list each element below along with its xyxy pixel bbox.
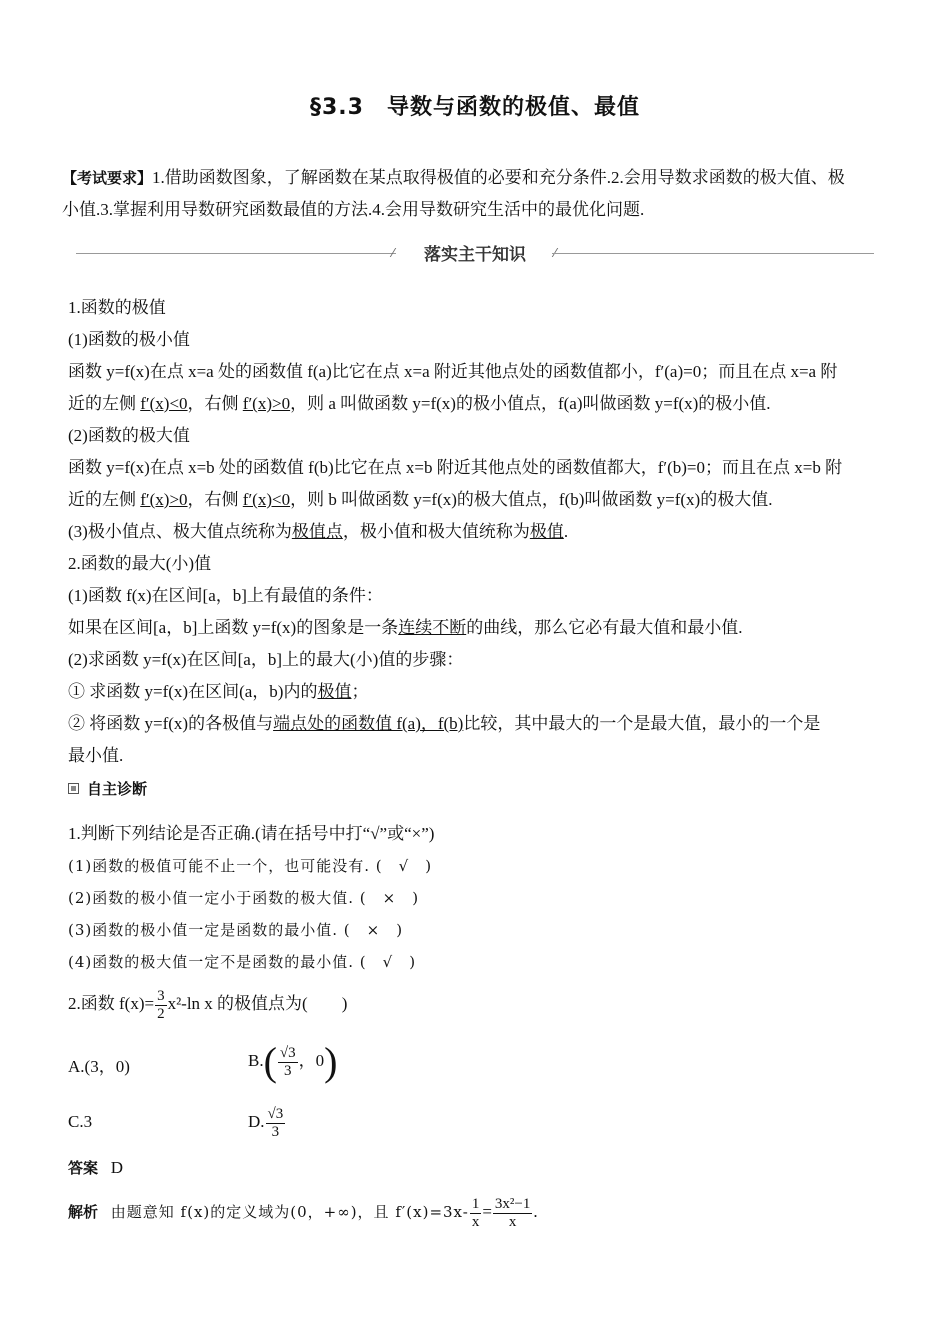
underlined-answer: f′(x)<0 xyxy=(140,394,188,413)
section-heading: 落实主干知识 xyxy=(424,245,526,265)
fraction-denominator: 2 xyxy=(157,1005,165,1022)
underlined-answer: 连续不断 xyxy=(398,618,467,637)
heading-condition: (1)函数 f(x)在区间[a，b]上有最值的条件： xyxy=(68,586,383,605)
paren-left: ( xyxy=(263,1039,277,1085)
fraction-denominator: 3 xyxy=(284,1062,292,1079)
fraction-denominator: x xyxy=(508,1213,517,1230)
underlined-answer: 极值 xyxy=(529,522,564,541)
text-span: 2.函数 f(x)= xyxy=(68,994,155,1013)
self-diagnosis-label: 自主诊断 xyxy=(87,780,148,798)
max-definition-line1: 函数 y=f(x)在点 x=b 处的函数值 f(b)比它在点 x=b 附近其他点处的函数值都大，f′(b)=0；而且在点 x=b 附 xyxy=(68,458,843,477)
text-span: = xyxy=(482,1202,492,1221)
text-span: ，则 b 叫做函数 y=f(x)的极大值点，f(b)叫做函数 y=f(x)的极大值. xyxy=(290,490,773,509)
step-2-continued: 最小值. xyxy=(68,746,124,765)
option-b xyxy=(248,1036,337,1086)
fraction xyxy=(266,1106,286,1141)
text-span: ； xyxy=(351,682,369,701)
fraction-denominator: x xyxy=(471,1213,480,1230)
condition-line xyxy=(68,612,883,644)
step-2 xyxy=(68,708,883,740)
option-a: A.(3，0) xyxy=(68,1057,130,1076)
requirements-text-2: 小值.3.掌握利用导数研究函数最值的方法.4.会用导数研究生活中的最优化问题. xyxy=(62,200,645,219)
exam-requirements xyxy=(62,162,884,225)
fraction-numerator: 3x²−1 xyxy=(494,1195,531,1212)
answer xyxy=(68,1157,123,1178)
analysis-text: 由题意知 f(x)的定义域为(0，+∞)，且 f′(x)=3x- xyxy=(110,1203,469,1221)
extremum-terms xyxy=(68,516,883,548)
fraction-denominator: 3 xyxy=(271,1123,280,1140)
heading-extremum: 1.函数的极值 xyxy=(68,298,166,317)
option-c: C.3 xyxy=(68,1112,93,1131)
underlined-answer: 极值 xyxy=(317,682,352,701)
fraction-numerator: 1 xyxy=(471,1195,480,1212)
text-span: . xyxy=(563,522,569,541)
diagnosis-questions xyxy=(68,818,883,978)
option-d xyxy=(248,1100,286,1144)
fraction xyxy=(470,1196,482,1231)
heading-steps: (2)求函数 y=f(x)在区间[a，b]上的最大(小)值的步骤： xyxy=(68,650,464,669)
divider-tick-left: ⁄ xyxy=(392,246,395,260)
requirements-text-1: 1.借助函数图象，了解函数在某点取得极值的必要和充分条件.2.会用导数求函数的极大值、极 xyxy=(152,168,845,187)
fraction xyxy=(155,988,167,1023)
max-definition-line2 xyxy=(68,484,883,516)
self-diagnosis-heading xyxy=(68,778,147,799)
fraction-numerator: √3 xyxy=(279,1044,296,1061)
answer-value: D xyxy=(110,1158,124,1177)
text-span: 比较，其中最大的一个是最大值，最小的一个是 xyxy=(463,714,821,733)
question-2 xyxy=(68,984,347,1024)
text-span: B. xyxy=(248,1051,264,1070)
min-definition-line1: 函数 y=f(x)在点 x=a 处的函数值 f(a)比它在点 x=a 附近其他点处的函数值都小，f′(a)=0；而且在点 x=a 附 xyxy=(68,362,838,381)
fraction-numerator: √3 xyxy=(267,1105,284,1122)
step-1 xyxy=(68,676,883,708)
page-title: §3.3 导数与函数的极值、最值 xyxy=(310,95,640,120)
text-span: 的曲线，那么它必有最大值和最小值. xyxy=(466,618,743,637)
text-span: ，则 a 叫做函数 y=f(x)的极小值点，f(a)叫做函数 y=f(x)的极小值. xyxy=(290,394,771,413)
underlined-answer: f′(x)>0 xyxy=(242,394,291,413)
text-span: . xyxy=(533,1202,538,1221)
underlined-answer: f′(x)<0 xyxy=(242,490,291,509)
text-span: 近的左侧 xyxy=(68,490,141,509)
analysis-label: 解析 xyxy=(68,1203,99,1221)
text-span: 如果在区间[a，b]上函数 y=f(x)的图象是一条 xyxy=(68,618,399,637)
text-span: ，极小值和极大值统称为 xyxy=(342,522,530,541)
text-span: x²-ln x 的极值点为( ) xyxy=(167,994,348,1013)
text-span: (3)极小值点、极大值点统称为 xyxy=(68,522,292,541)
text-span: ，0 xyxy=(298,1051,325,1070)
heading-max-min: 2.函数的最大(小)值 xyxy=(68,554,212,573)
section-divider xyxy=(76,238,874,268)
min-definition-line2 xyxy=(68,388,883,420)
divider-line-right xyxy=(552,253,874,254)
text-span: ，右侧 xyxy=(187,490,243,509)
knowledge-content xyxy=(68,292,883,772)
analysis xyxy=(68,1190,538,1234)
text-span: D. xyxy=(248,1112,265,1131)
heading-min: (1)函数的极小值 xyxy=(68,330,190,349)
question-1-item: (1)函数的极值可能不止一个，也可能没有. ( √ ) xyxy=(68,857,433,875)
paren-right: ) xyxy=(324,1039,338,1085)
underlined-answer: f′(x)>0 xyxy=(140,490,188,509)
text-span: ② 将函数 y=f(x)的各极值与 xyxy=(68,714,274,733)
question-1: 1.判断下列结论是否正确.(请在括号中打“√”或“×”) xyxy=(68,824,435,843)
section-square-icon xyxy=(68,783,79,794)
answer-label: 答案 xyxy=(68,1159,99,1177)
question-1-item: (2)函数的极小值一定小于函数的极大值. ( × ) xyxy=(68,889,420,907)
fraction xyxy=(278,1045,298,1080)
underlined-answer: 端点处的函数值 f(a)，f(b) xyxy=(273,714,464,733)
fraction xyxy=(493,1196,532,1231)
fraction-numerator: 3 xyxy=(157,987,165,1004)
text-span: ，右侧 xyxy=(187,394,243,413)
underlined-answer: 极值点 xyxy=(291,522,343,541)
question-1-item: (4)函数的极大值一定不是函数的最小值. ( √ ) xyxy=(68,953,417,971)
text-span: ① 求函数 y=f(x)在区间(a，b)内的 xyxy=(68,682,318,701)
heading-max: (2)函数的极大值 xyxy=(68,426,190,445)
requirements-tag: 【考试要求】 xyxy=(62,169,153,187)
question-1-item: (3)函数的极小值一定是函数的最小值. ( × ) xyxy=(68,921,404,939)
text-span: 近的左侧 xyxy=(68,394,141,413)
